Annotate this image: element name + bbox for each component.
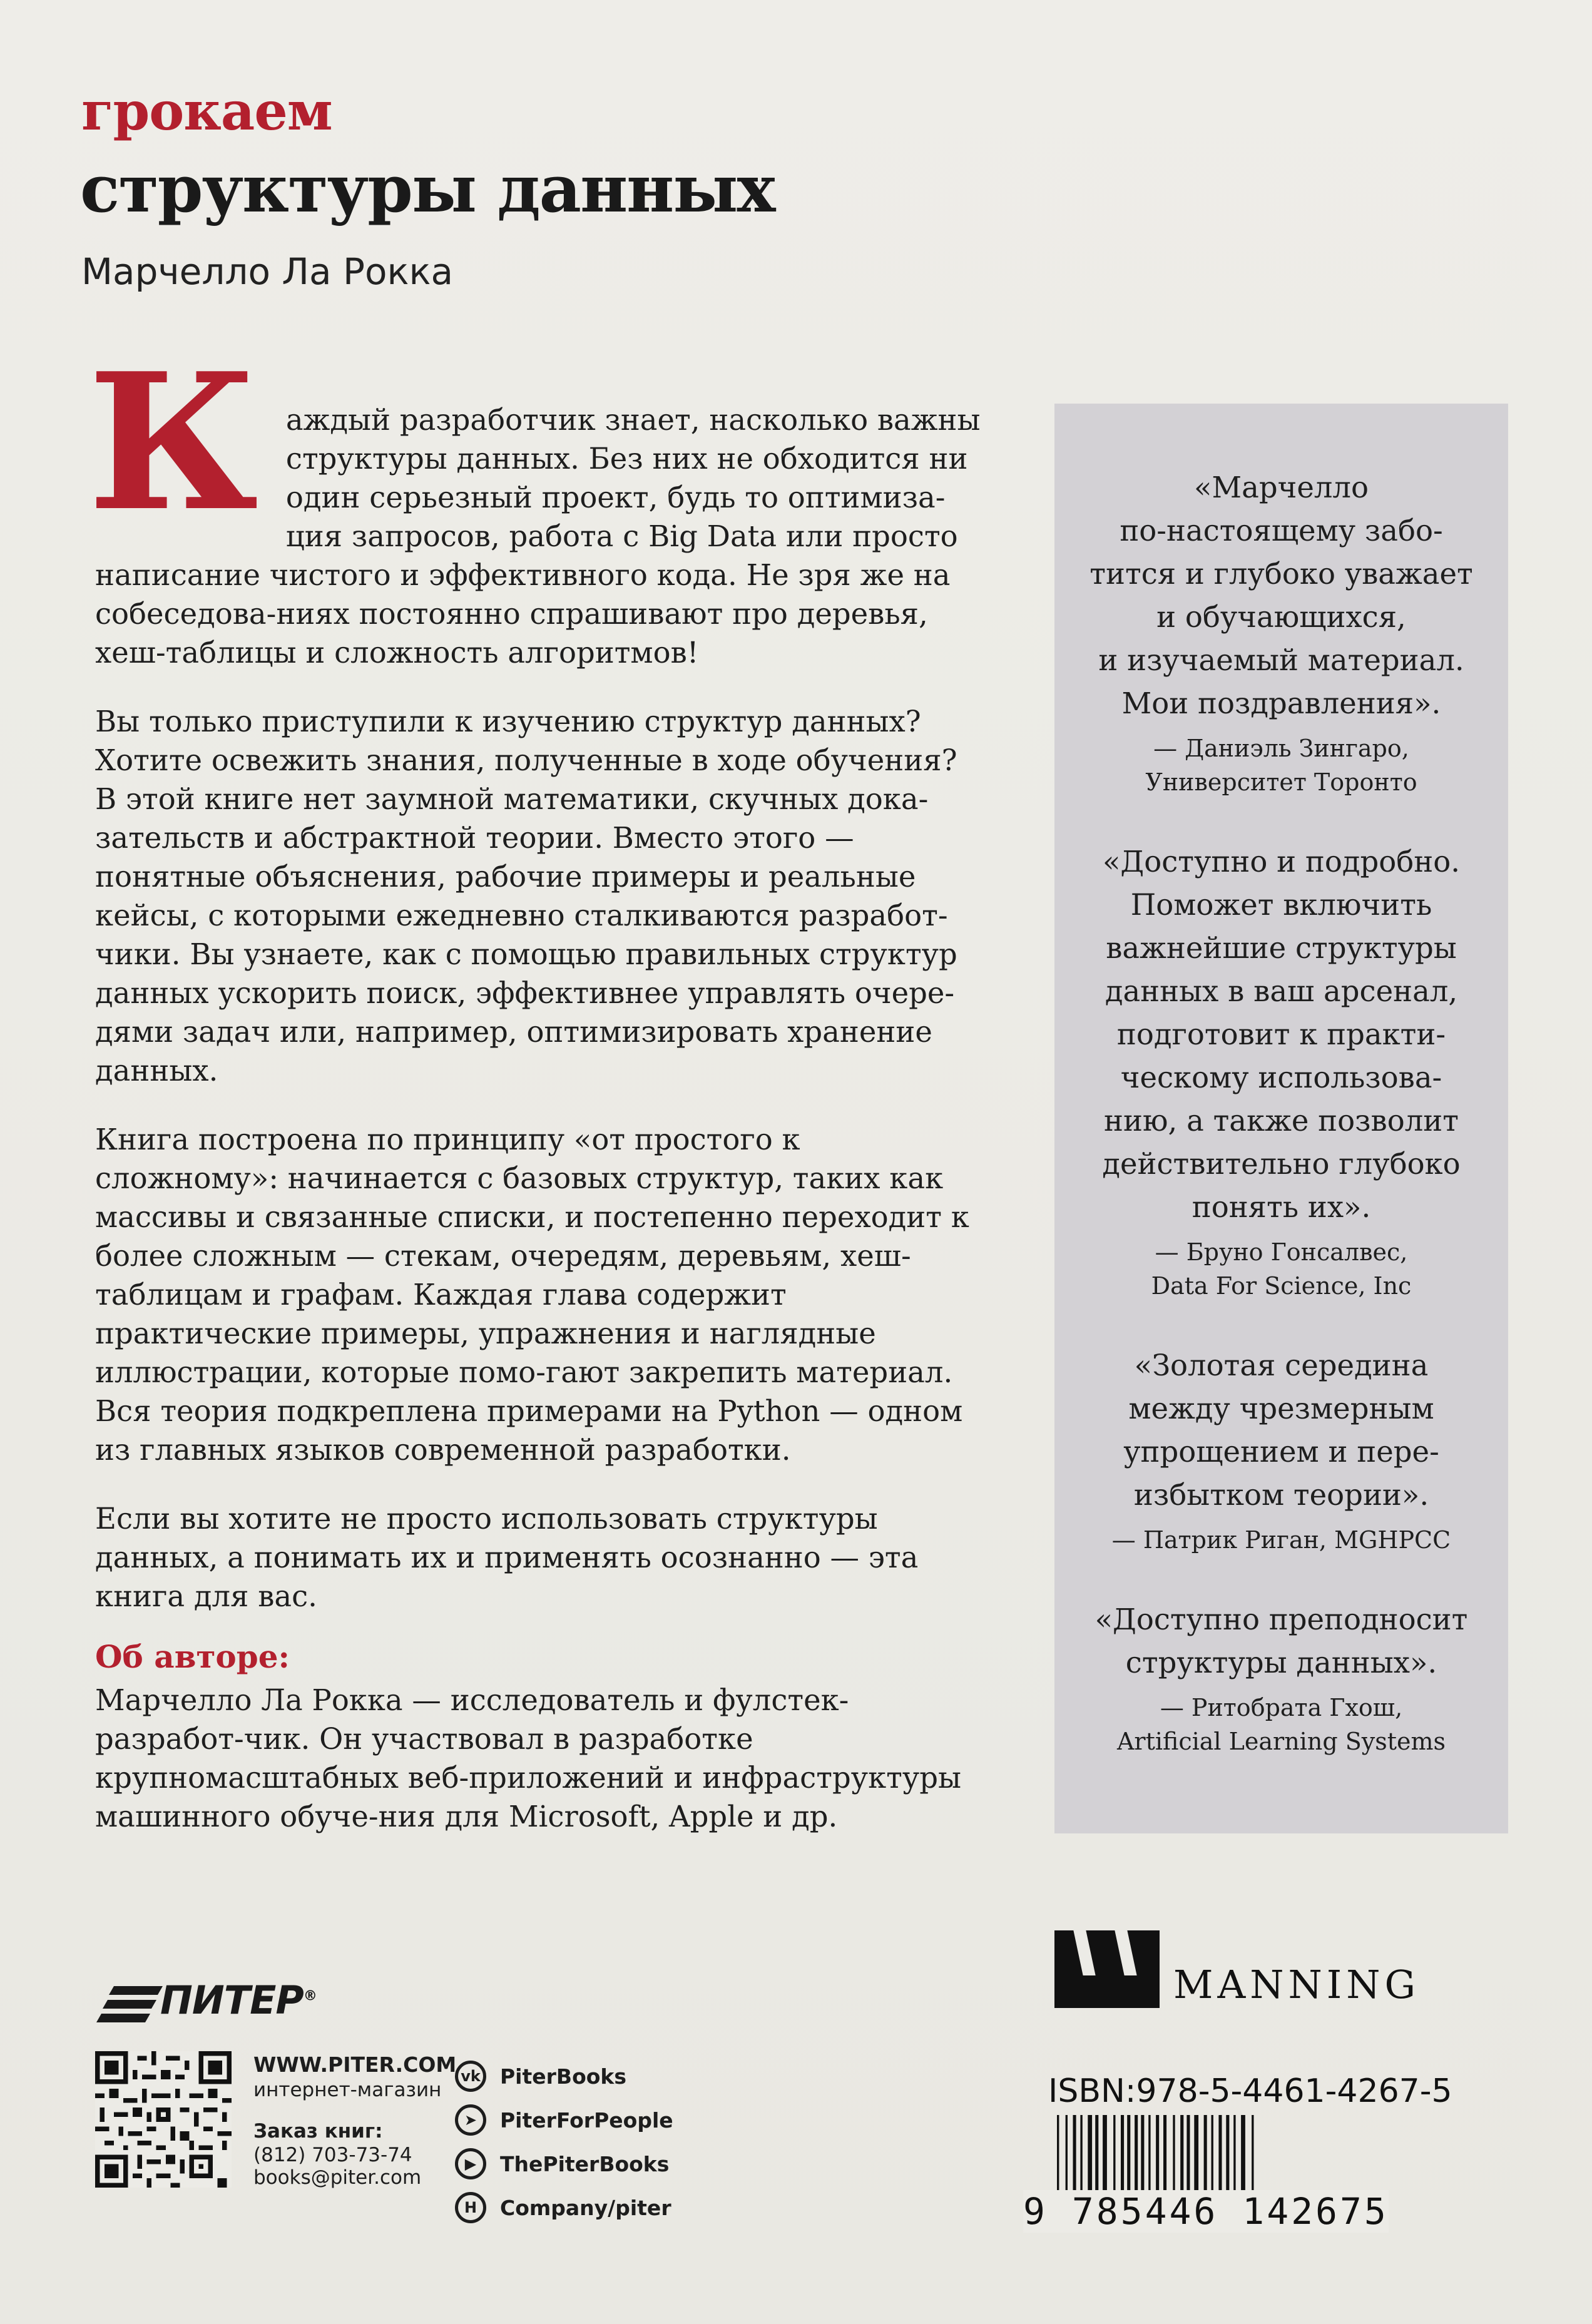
barcode-number: 9 785446 142675 <box>1023 2190 1389 2233</box>
order-phone[interactable]: (812) 703-73-74 <box>253 2144 412 2166</box>
quote-line: понять их». <box>1191 1190 1371 1224</box>
quote-line: избытком теории». <box>1133 1478 1429 1512</box>
order-heading: Заказ книг: <box>253 2120 383 2143</box>
quote-line: по-настоящему забо- <box>1120 514 1443 548</box>
registered-mark: ® <box>303 1988 317 2004</box>
quote-1-source <box>1073 731 1489 799</box>
series-name: грокаем <box>81 80 332 142</box>
quote-line: данных в ваш арсенал, <box>1105 974 1458 1008</box>
quote-line: структуры данных». <box>1125 1646 1437 1679</box>
quote-4-text <box>1073 1598 1489 1684</box>
quote-2-text <box>1073 840 1489 1229</box>
online-store-label: интернет-магазин <box>253 2079 442 2101</box>
barcode-digits <box>1023 2190 1424 2233</box>
manning-mark-icon <box>1054 1930 1160 2008</box>
social-item-youtube[interactable] <box>455 2142 673 2186</box>
social-label: ThePiterBooks <box>500 2151 670 2176</box>
quote-line: «Доступно преподносит <box>1094 1603 1468 1636</box>
piter-wordmark <box>160 1977 317 2023</box>
paragraph-1-text: аждый разработчик знает, насколько важны структуры данных. Без них не обходится ни один серьезный проект, будь то оптимиза-ция запросов, работа с Big Data или просто написание чистого и эффективного кода. Не зря же на собеседова-ниях постоянно спрашивают про деревья, хеш-таблицы и сложность алгоритмов! <box>95 403 981 670</box>
quote-2-source <box>1073 1235 1489 1303</box>
publisher-contacts <box>253 2052 456 2189</box>
book-author: Марчелло Ла Рокка <box>81 250 454 293</box>
quote-3 <box>1073 1344 1489 1557</box>
source-line: Artificial Learning Systems <box>1116 1728 1446 1755</box>
source-line: — Патрик Риган, MGHPCC <box>1111 1526 1451 1554</box>
telegram-icon: ➤ <box>455 2104 486 2136</box>
quote-line: нию, а также позволит <box>1104 1104 1459 1138</box>
source-line: Университет Торонто <box>1145 768 1417 796</box>
quote-1 <box>1073 466 1489 799</box>
quote-line: и обучающихся, <box>1156 600 1406 634</box>
piter-website-link[interactable]: WWW.PITER.COM <box>253 2052 457 2077</box>
source-line: — Даниэль Зингаро, <box>1153 735 1409 762</box>
piter-logo <box>95 1977 333 2027</box>
isbn-label: ISBN:978-5-4461-4267-5 <box>1048 2072 1452 2110</box>
paragraph-2: Вы только приступили к изучению структур данных? Хотите освежить знания, полученные в ходе обучения? В этой книге нет заумной математики, скучных дока-зательств и абстрактной теории. Вместо этого — понятные объяснения, рабочие примеры и реальные кейсы, с которыми ежедневно сталкиваются разработ-чики. Вы узнаете, как с помощью правильных структур данных ускорить поиск, эффективнее управлять очере-дями задач или, например, оптимизировать хранение данных. <box>95 705 957 1088</box>
quote-line: тится и глубоко уважает <box>1089 557 1473 591</box>
source-line: — Бруно Гонсалвес, <box>1155 1238 1408 1266</box>
social-item-habr[interactable] <box>455 2186 673 2230</box>
social-links <box>455 2054 673 2230</box>
social-label: PiterForPeople <box>500 2107 673 2133</box>
quote-line: упрощением и пере- <box>1123 1435 1439 1469</box>
quote-line: «Золотая середина <box>1134 1348 1429 1382</box>
piter-logo-text: ПИТЕР <box>160 1977 304 2023</box>
drop-cap: К <box>88 332 258 553</box>
source-line: — Ритобрата Гхош, <box>1160 1694 1403 1721</box>
paragraph-4: Если вы хотите не просто использовать структуры данных, а понимать их и применять осознанно — эта книга для вас. <box>95 1502 919 1613</box>
paragraph-1 <box>88 332 984 672</box>
quote-line: «Марчелло <box>1194 471 1369 504</box>
qr-code[interactable] <box>95 2051 232 2188</box>
quote-line: и изучаемый материал. <box>1098 643 1464 677</box>
quote-line: «Доступно и подробно. <box>1102 845 1461 879</box>
description <box>88 332 984 1866</box>
quote-line: подготовит к практи- <box>1116 1017 1446 1051</box>
quote-line: Поможет включить <box>1130 888 1432 922</box>
book-title: структуры данных <box>80 150 775 227</box>
quote-3-text <box>1073 1344 1489 1517</box>
quote-3-source <box>1073 1523 1489 1557</box>
paragraph-3: Книга построена по принципу «от простого к сложному»: начинается с базовых структур, таких как массивы и связанные списки, и постепенно переходит к более сложным — стекам, очередям, деревьям, хеш-таблицам и графам. Каждая глава содержит практичеcкие примеры, упражнения и наглядные иллюстрации, которые помо-гают закрепить материал. Вся теория подкреплена примерами на Python — одном из главных языков современной разработки. <box>95 1123 969 1467</box>
quote-line: между чрезмерным <box>1128 1392 1434 1425</box>
quote-4 <box>1073 1598 1489 1758</box>
piter-stripes-icon <box>95 1981 164 2031</box>
manning-logo <box>1054 1930 1421 2012</box>
quotes-panel <box>1054 404 1508 1833</box>
manning-wordmark: MANNING <box>1173 1962 1421 2007</box>
order-email[interactable]: books@piter.com <box>253 2166 422 2189</box>
habr-icon: H <box>455 2192 486 2223</box>
quote-2 <box>1073 840 1489 1303</box>
social-label: PiterBooks <box>500 2064 627 2089</box>
play-icon: ▶ <box>455 2148 486 2179</box>
quote-line: действительно глубоко <box>1102 1147 1461 1181</box>
quote-4-source <box>1073 1691 1489 1758</box>
vk-icon: vk <box>455 2061 486 2092</box>
quote-line: ческому использова- <box>1120 1061 1442 1094</box>
source-line: Data For Science, Inc <box>1151 1272 1412 1300</box>
social-item-vk[interactable] <box>455 2054 673 2098</box>
social-item-telegram[interactable] <box>455 2098 673 2142</box>
social-label: Company/piter <box>500 2195 671 2220</box>
quote-line: Мои поздравления». <box>1121 686 1441 720</box>
quote-line: важнейшие структуры <box>1106 931 1457 965</box>
about-author-text: Марчелло Ла Рокка — исследователь и фулстек-разработ-чик. Он участвовал в разработке крупномасштабных веб-приложений и инфраструктуры машинного обуче-ния для Microsoft, Apple и др. <box>95 1683 961 1833</box>
about-author-heading: Об авторе: <box>95 1638 290 1675</box>
quote-1-text <box>1073 466 1489 725</box>
